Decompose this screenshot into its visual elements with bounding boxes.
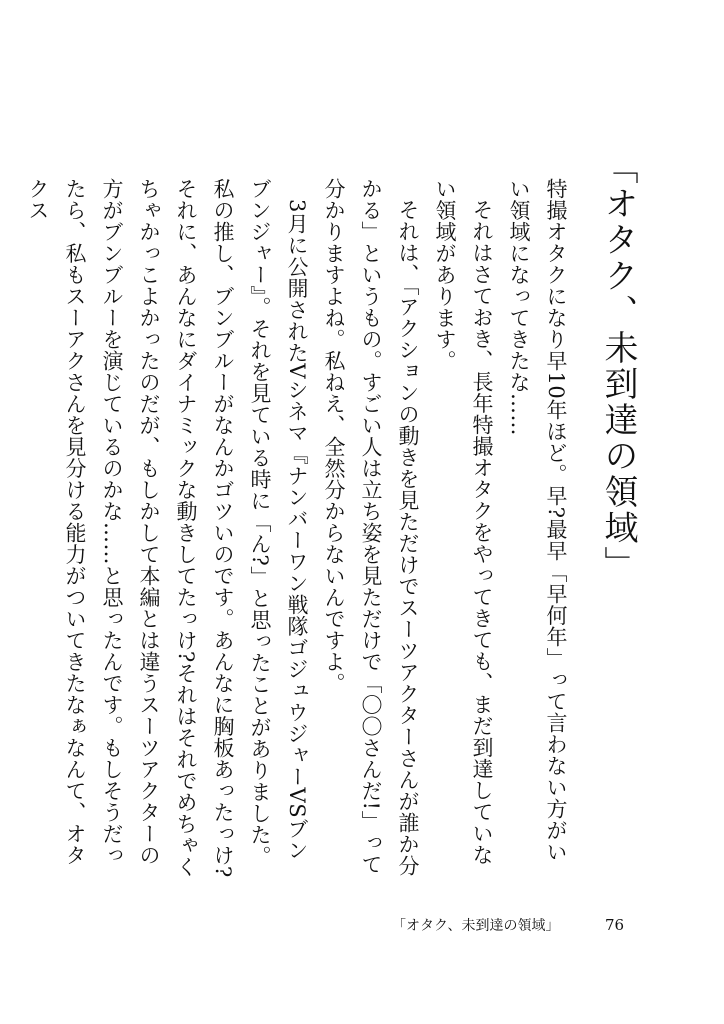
paragraph: 特撮オタクになり早10年ほど。早?最早「早何年」って言わない方がいい領域になってきたな……: [507, 178, 568, 863]
paragraph: 3月に公開されたVシネマ『ナンバーワン戦隊ゴジュウジャーVSブンブンジャー』。それを見ている時に「ん?」と思ったことがありました。私の推し、ブンブルーがなんかゴツいのです。あんなに胸板あったっけ?それに、あんなにダイナミックな動きしてたっけ?それはそれでめちゃくちゃかっこよかったのだが、もしかして本編とは違うスーツアクターの方がブンブルーを演じているのかな……と思ったんです。もしそうだったら、私もスーアクさんを見分ける能力がついてきたなぁなんて、オタクス: [26, 178, 309, 878]
page-number: 76: [605, 916, 625, 934]
paragraph: それはさておき、長年特撮オタクをやってきても、まだ到達していない領域があります。: [433, 178, 494, 866]
paragraph: それは、「アクションの動きを見ただけでスーツアクターさんが誰か分かる」というもの。すごい人は立ち姿を見ただけで「〇〇さんだ!」って分かりますよね。私ねえ、全然分からないんですよ。: [322, 178, 420, 877]
body-text: [19, 178, 574, 878]
chapter-title: 「オタク、未到達の領域」: [598, 150, 638, 582]
running-footer-title: 「オタク、未到達の領域」: [392, 918, 560, 934]
